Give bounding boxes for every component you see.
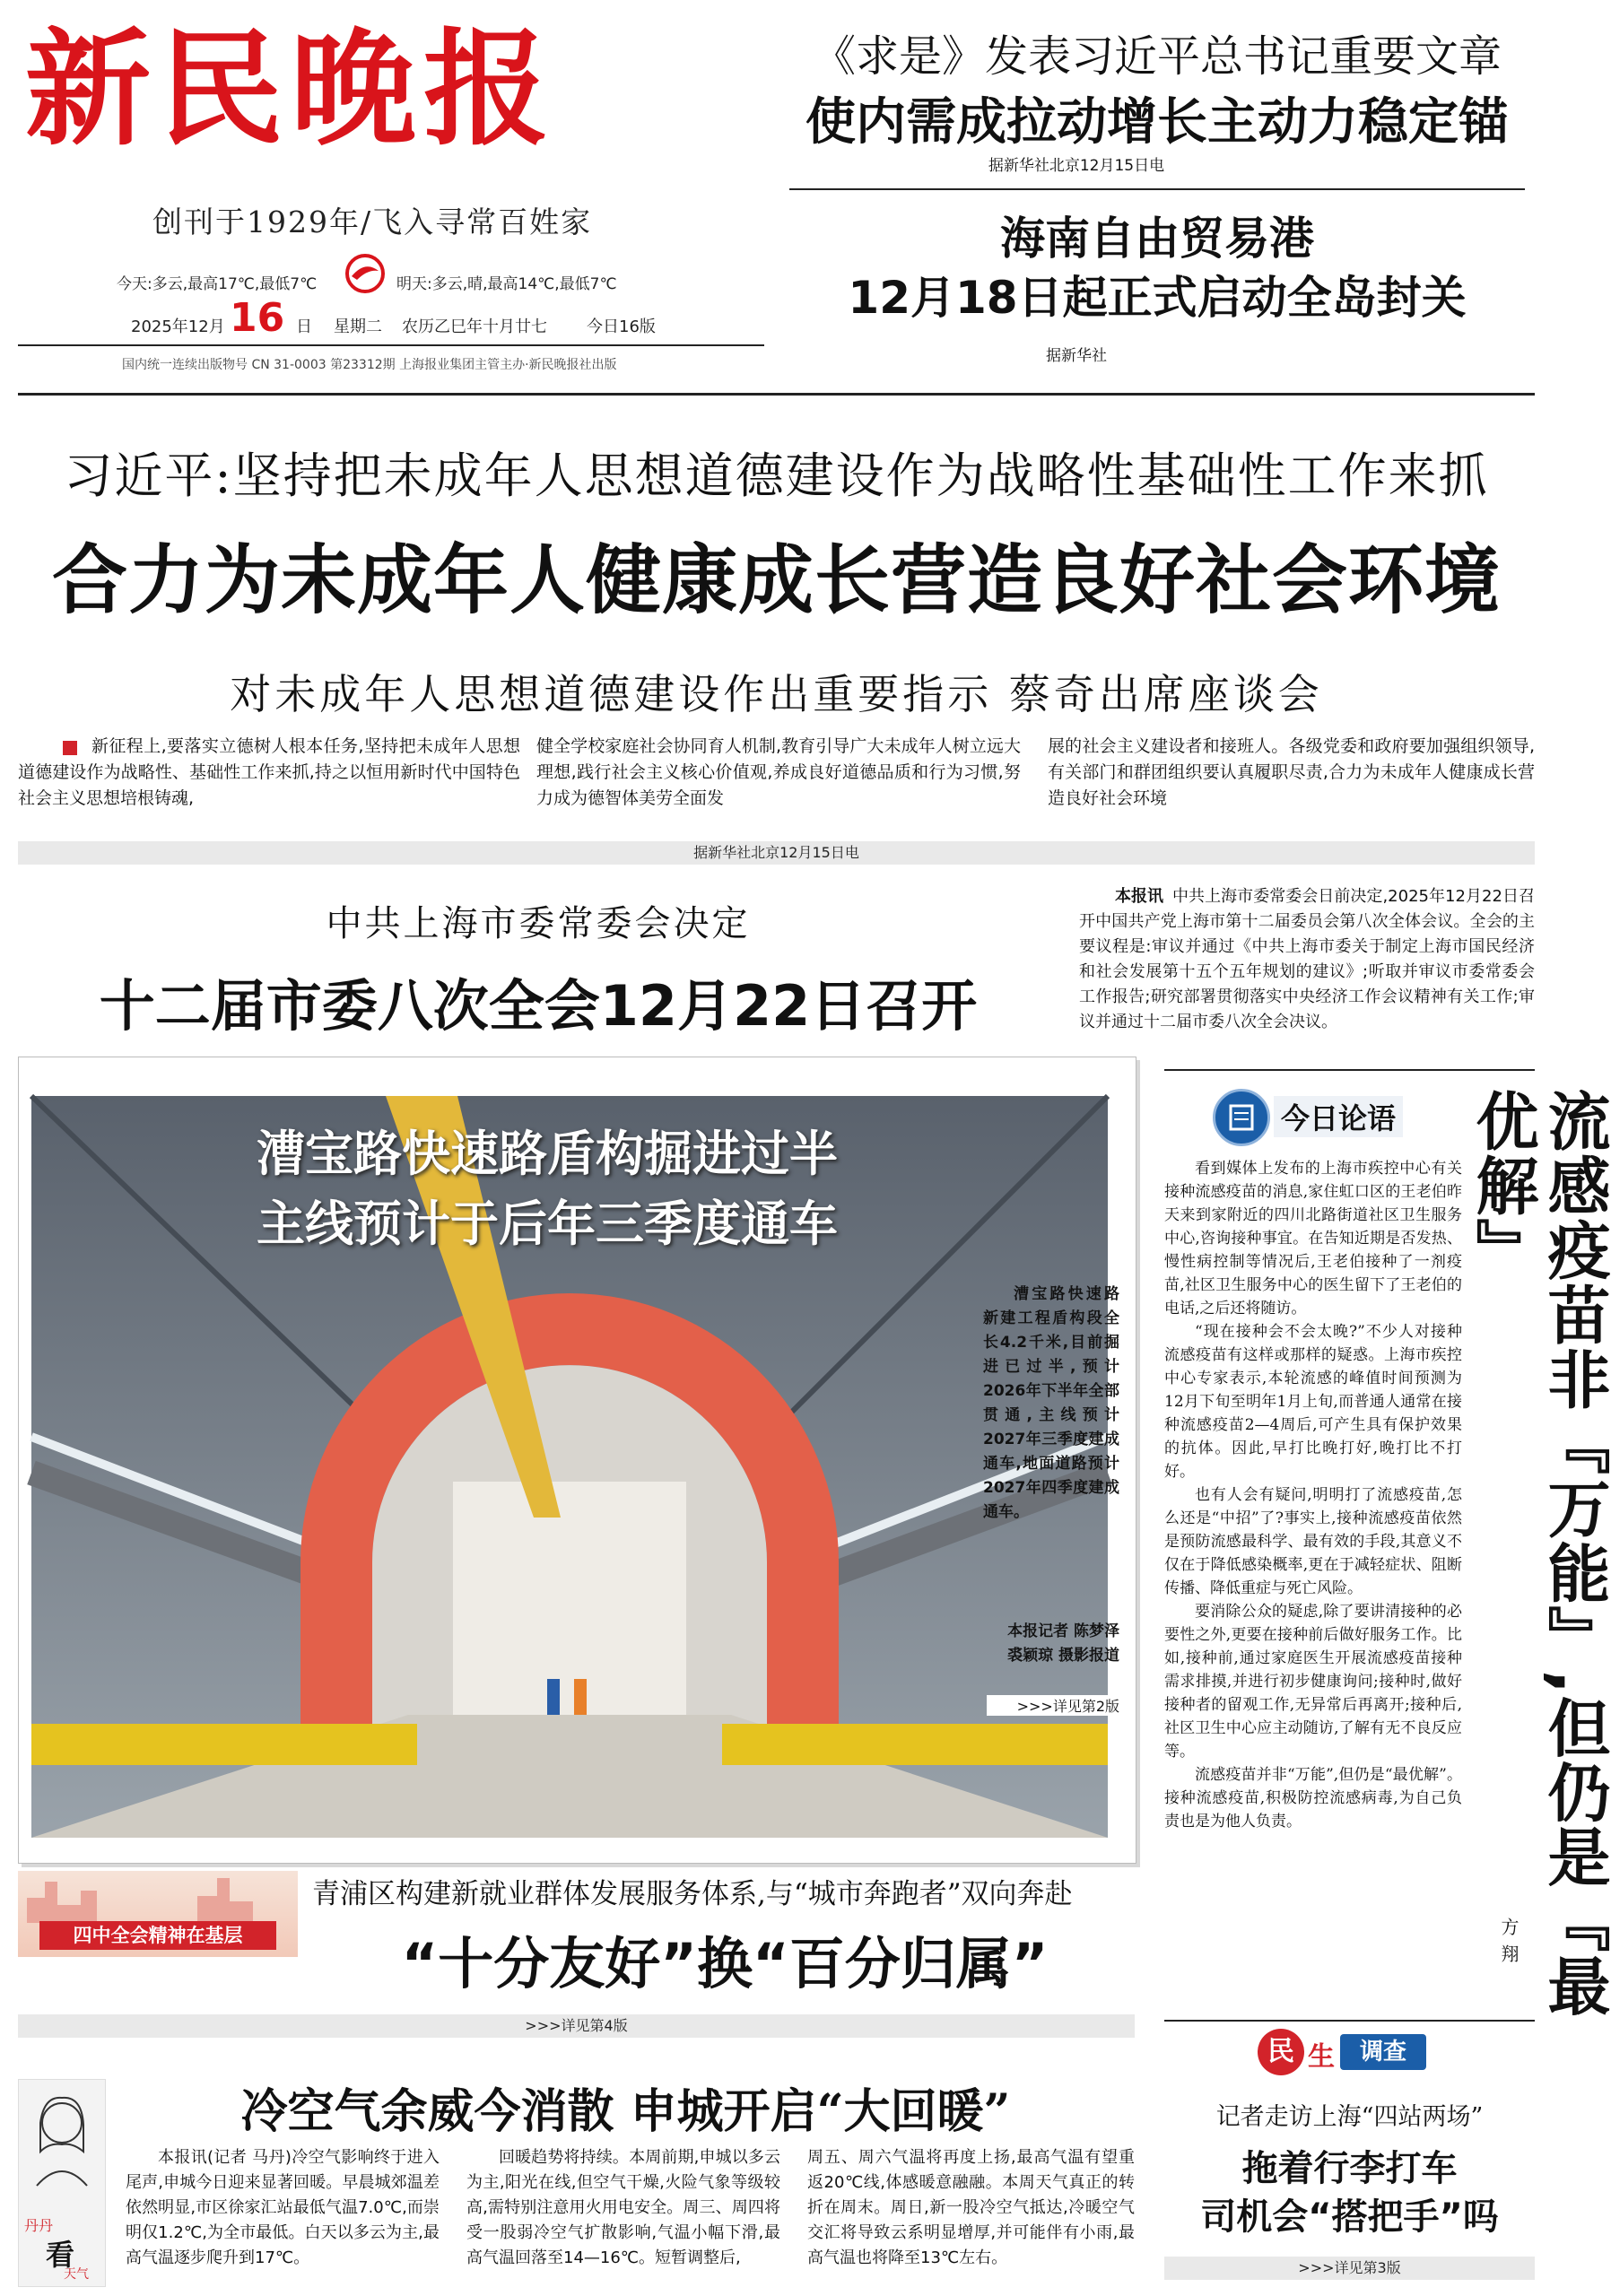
editorial-paragraph: 流感疫苗并非“万能”,但仍是“最优解”。接种流感疫苗,积极防控流感病毒,为自己负责也是为他人负责。	[1164, 1766, 1462, 1831]
issue-pages: 今日16版	[587, 317, 656, 336]
top-story-source: 据新华社北京12月15日电	[988, 157, 1165, 175]
lead-column-2: 健全学校家庭社会协同育人机制,教育引导广大未成年人树立远大理想,践行社会主义核心价值观,养成良好道德品质和行为习惯,努力成为德智体美劳全面发	[536, 736, 1021, 808]
hainan-headline-line2: 12月18日起正式启动全岛封关	[848, 272, 1467, 324]
header-rule	[18, 393, 1535, 396]
weather-column-2: 回暖趋势将持续。本周前期,申城以多云为主,阳光在线,但空气干燥,火险气象等级较高,需特别注意用火用电安全。周三、周四将受一股弱冷空气扩散影响,气温小幅下滑,最高气温回落至14—16℃。短暂调整后,	[466, 2148, 780, 2267]
newspaper-logo-icon	[344, 253, 386, 294]
weather-column-3: 周五、周六气温将再度上扬,最高气温有望重返20℃线,体感暖意融融。本周天气真正的转折在周末。周日,新一股冷空气抵达,冷暖空气交汇将导致云系明显增厚,并可能伴有小雨,最高气温也将降至13℃左右。	[807, 2148, 1135, 2267]
top-story-kicker: 《求是》发表习近平总书记重要文章	[812, 31, 1502, 82]
hainan-headline-line1: 海南自由贸易港	[1000, 213, 1314, 265]
editorial-author: 方翔	[1498, 1918, 1520, 1971]
qingpu-headline: “十分友好”换“百分归属”	[401, 1931, 1049, 1996]
top-story-divider	[789, 188, 1525, 190]
lead-kicker: 习近平:坚持把未成年人思想道德建设作为战略性基础性工作来抓	[64, 448, 1489, 504]
weather-column-mid: 看	[46, 2238, 75, 2272]
issue-date-day: 16	[230, 295, 285, 341]
qingpu-see-more[interactable]: >>>详见第4版	[18, 2014, 1135, 2038]
lead-headline: 合力为未成年人健康成长营造良好社会环境	[51, 536, 1501, 624]
weather-column-1: 本报讯(记者 马丹)冷空气影响终于进入尾声,申城今日迎来显著回暖。早晨城郊温差依然明显,市区徐家汇站最低气温7.0℃,而崇明仅1.2℃,为全市最低。白天以多云为主,最高气温逐步爬升到17℃。	[126, 2148, 440, 2267]
survey-kicker: 记者走访上海“四站两场”	[1215, 2103, 1484, 2131]
weather-tomorrow: 明天:多云,晴,最高14℃,最低7℃	[396, 275, 617, 293]
survey-headline-line2: 司机会“搭把手”吗	[1200, 2196, 1499, 2238]
issue-lunar-date: 农历乙巳年十月廿七	[402, 317, 547, 336]
photo-caption: 漕宝路快速路新建工程盾构段全长4.2千米,目前掘进已过半,预计2026年下半年全部贯通,主线预计2027年三季度建成通车,地面道路预计2027年四季度建成通车。	[983, 1285, 1119, 1521]
survey-badge-left: 民	[1258, 2029, 1304, 2075]
survey-headline-line1: 拖着行李打车	[1241, 2148, 1458, 2189]
issue-weekday: 星期二	[334, 317, 382, 336]
qingpu-tag-label: 四中全会精神在基层	[39, 1921, 276, 1950]
photo-title-line1: 漕宝路快速路盾构掘进过半	[257, 1126, 838, 1182]
lead-subhead: 对未成年人思想道德建设作出重要指示 蔡奇出席座谈会	[230, 670, 1323, 718]
survey-badge-mid: 生	[1308, 2041, 1335, 2073]
hainan-source: 据新华社	[1046, 347, 1107, 365]
editorial-top-rule	[1164, 1069, 1535, 1071]
anchor-portrait-icon	[19, 2080, 105, 2187]
editorial-vertical-title: 流感疫苗非『万能』,但仍是『最优解』	[1466, 1089, 1611, 2019]
issue-date-suffix: 日	[296, 317, 312, 336]
editorial-badge-icon	[1213, 1089, 1270, 1146]
editorial-body	[1164, 1157, 1462, 1833]
weather-headline: 冷空气余威今消散 申城开启“大回暖”	[240, 2084, 1011, 2139]
editorial-paragraph: 看到媒体上发布的上海市疾控中心有关接种流感疫苗的消息,家住虹口区的王老伯昨天来到家附近的四川北路街道社区卫生服务中心,咨询接种事宜。在告知近期是否发热、慢性病控制等情况后,王老伯接种了一剂疫苗,社区卫生服务中心的医生留下了王老伯的电话,之后还将随访。	[1164, 1160, 1462, 1318]
survey-see-more[interactable]: >>>详见第3版	[1164, 2257, 1535, 2280]
qingpu-kicker: 青浦区构建新就业群体发展服务体系,与“城市奔跑者”双向奔赴	[312, 1878, 1073, 1910]
weather-column-bottom: 天气	[64, 2267, 89, 2282]
photo-credit: 本报记者 陈梦泽 裘颖琼 摄影报道	[1007, 1622, 1119, 1665]
survey-badge-right: 调查	[1340, 2034, 1426, 2070]
publication-info: 国内统一连续出版物号 CN 31-0003 第23312期 上海报业集团主管主办·新民晚报社出版	[122, 358, 617, 372]
lead-column-3: 展的社会主义建设者和接班人。各级党委和政府要加强组织领导,有关部门和群团组织要认真履职尽责,合力为未成年人健康成长营造良好社会环境	[1048, 736, 1535, 808]
masthead-divider	[18, 344, 764, 346]
plenary-body: 中共上海市委常委会日前决定,2025年12月22日召开中国共产党上海市第十二届委员会第八次全体会议。全会的主要议程是:审议并通过《中共上海市委关于制定上海市国民经济和社会发展第十五个五年规划的建议》;听取并审议市委常委会工作报告;研究部署贯彻落实中央经济工作会议精神有关工作;审议并通过十二届市委八次全会决议。	[1079, 887, 1535, 1031]
editorial-paragraph: 要消除公众的疑虑,除了要讲清接种的必要性之外,更要在接种前后做好服务工作。比如,接种前,通过家庭医生开展流感疫苗接种需求排摸,并进行初步健康询问;接种时,做好接种者的留观工作,无异常后再离开;接种后,社区卫生中心应主动随访,了解有无不良反应等。	[1164, 1603, 1462, 1761]
editorial-paragraph: 也有人会有疑问,明明打了流感疫苗,怎么还是“中招”了?事实上,接种流感疫苗依然是预防流感最科学、最有效的手段,其意义不仅在于降低感染概率,更在于减轻症状、阻断传播、降低重症与死亡风险。	[1164, 1486, 1462, 1597]
lead-source-bar: 据新华社北京12月15日电	[18, 841, 1535, 865]
qingpu-tag	[18, 1871, 298, 1957]
top-story-headline: 使内需成拉动增长主动力稳定锚	[806, 93, 1509, 152]
photo-title-line2: 主线预计于后年三季度通车	[257, 1196, 838, 1252]
plenary-kicker: 中共上海市委常委会决定	[326, 903, 751, 944]
lead-column-1: 新征程上,要落实立德树人根本任务,坚持把未成年人思想道德建设作为战略性、基础性工作来抓,持之以恒用新时代中国特色社会主义思想培根铸魂,	[18, 736, 520, 808]
photo-see-more[interactable]: >>>详见第2版	[987, 1695, 1119, 1716]
issue-date-prefix: 2025年12月	[131, 317, 225, 336]
editorial-badge-label: 今日论语	[1274, 1096, 1403, 1137]
plenary-headline: 十二届市委八次全会12月22日召开	[99, 973, 978, 1039]
survey-top-rule	[1164, 2020, 1535, 2022]
editorial-paragraph: “现在接种会不会太晚?”不少人对接种流感疫苗有这样或那样的疑惑。上海市疾控中心专家表示,本轮流感的峰值时间预测为12月下旬至明年1月上旬,而普通人通常在接种流感疫苗2—4周后,可产生具有保护效果的抗体。因此,早打比晚打好,晚打比不打好。	[1164, 1323, 1462, 1481]
plenary-byline: 本报讯	[1115, 887, 1163, 906]
survey-badge	[1258, 2029, 1455, 2079]
weather-today: 今天:多云,最高17℃,最低7℃	[117, 275, 318, 293]
masthead-slogan: 创刊于1929年/飞入寻常百姓家	[152, 204, 593, 239]
masthead-title: 新民晚报	[25, 16, 557, 163]
weather-column-badge	[18, 2079, 106, 2287]
weather-column-top: 丹丹	[24, 2217, 54, 2234]
